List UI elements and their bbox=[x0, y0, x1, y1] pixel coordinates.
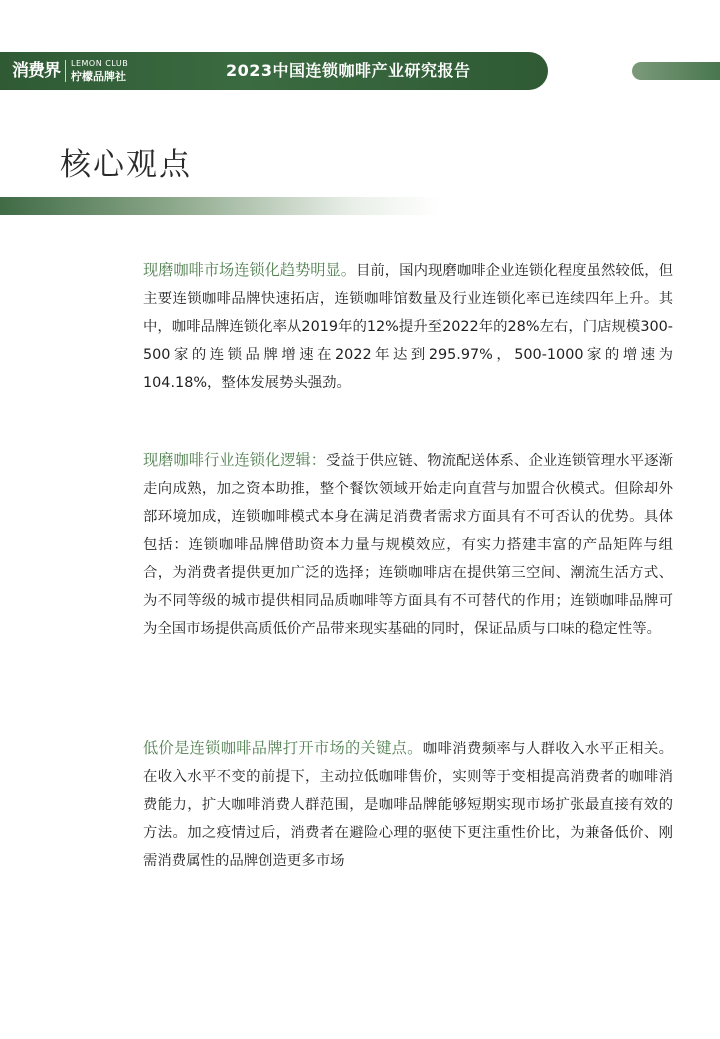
title-underline-gradient bbox=[0, 197, 440, 215]
viewpoint-body-1: 目前，国内现磨咖啡企业连锁化程度虽然较低，但主要连锁咖啡品牌快速拓店，连锁咖啡馆数量及行业连锁化率已连续四年上升。其中，咖啡品牌连锁化率从2019年的12%提升至2022年的28%左右，门店规模300-500家的连锁品牌增速在2022年达到295.97%，500-1000家的增速为104.18%，整体发展势头强劲。 bbox=[143, 263, 673, 391]
brand-logo-english: LEMON CLUB bbox=[71, 59, 129, 68]
viewpoint-paragraph-3 bbox=[143, 734, 673, 875]
header-decoration-pill bbox=[632, 62, 720, 80]
report-title: 2023中国连锁咖啡产业研究报告 bbox=[226, 61, 471, 80]
viewpoint-body-2: 受益于供应链、物流配送体系、企业连锁管理水平逐渐走向成熟，加之资本助推，整个餐饮领域开始走向直营与加盟合伙模式。但除却外部环境加成，连锁咖啡模式本身在满足消费者需求方面具有不可否认的优势。具体包括：连锁咖啡品牌借助资本力量与规模效应，有实力搭建丰富的产品矩阵与组合，为消费者提供更加广泛的选择；连锁咖啡店在提供第三空间、潮流生活方式、为不同等级的城市提供相同品质咖啡等方面具有不可替代的作用；连锁咖啡品牌可为全国市场提供高质低价产品带来现实基础的同时，保证品质与口味的稳定性等。 bbox=[143, 453, 673, 637]
page-title: 核心观点 bbox=[60, 147, 192, 183]
brand-logo: 消费界 bbox=[12, 61, 60, 81]
viewpoint-paragraph-2 bbox=[143, 446, 673, 643]
viewpoint-lead-3: 低价是连锁咖啡品牌打开市场的关键点。 bbox=[143, 739, 423, 757]
viewpoint-paragraph-1 bbox=[143, 256, 673, 397]
viewpoint-body-3: 咖啡消费频率与人群收入水平正相关。在收入水平不变的前提下，主动拉低咖啡售价，实则等于变相提高消费者的咖啡消费能力，扩大咖啡消费人群范围，是咖啡品牌能够短期实现市场扩张最直接有效的方法。加之疫情过后，消费者在避险心理的驱使下更注重性价比，为兼备低价、刚需消费属性的品牌创造更多市场 bbox=[143, 741, 673, 869]
brand-logo-chinese: 柠檬品牌社 bbox=[71, 70, 126, 83]
logo-divider bbox=[65, 60, 66, 82]
viewpoint-lead-2: 现磨咖啡行业连锁化逻辑： bbox=[143, 451, 327, 469]
viewpoint-lead-1: 现磨咖啡市场连锁化趋势明显。 bbox=[143, 261, 356, 279]
